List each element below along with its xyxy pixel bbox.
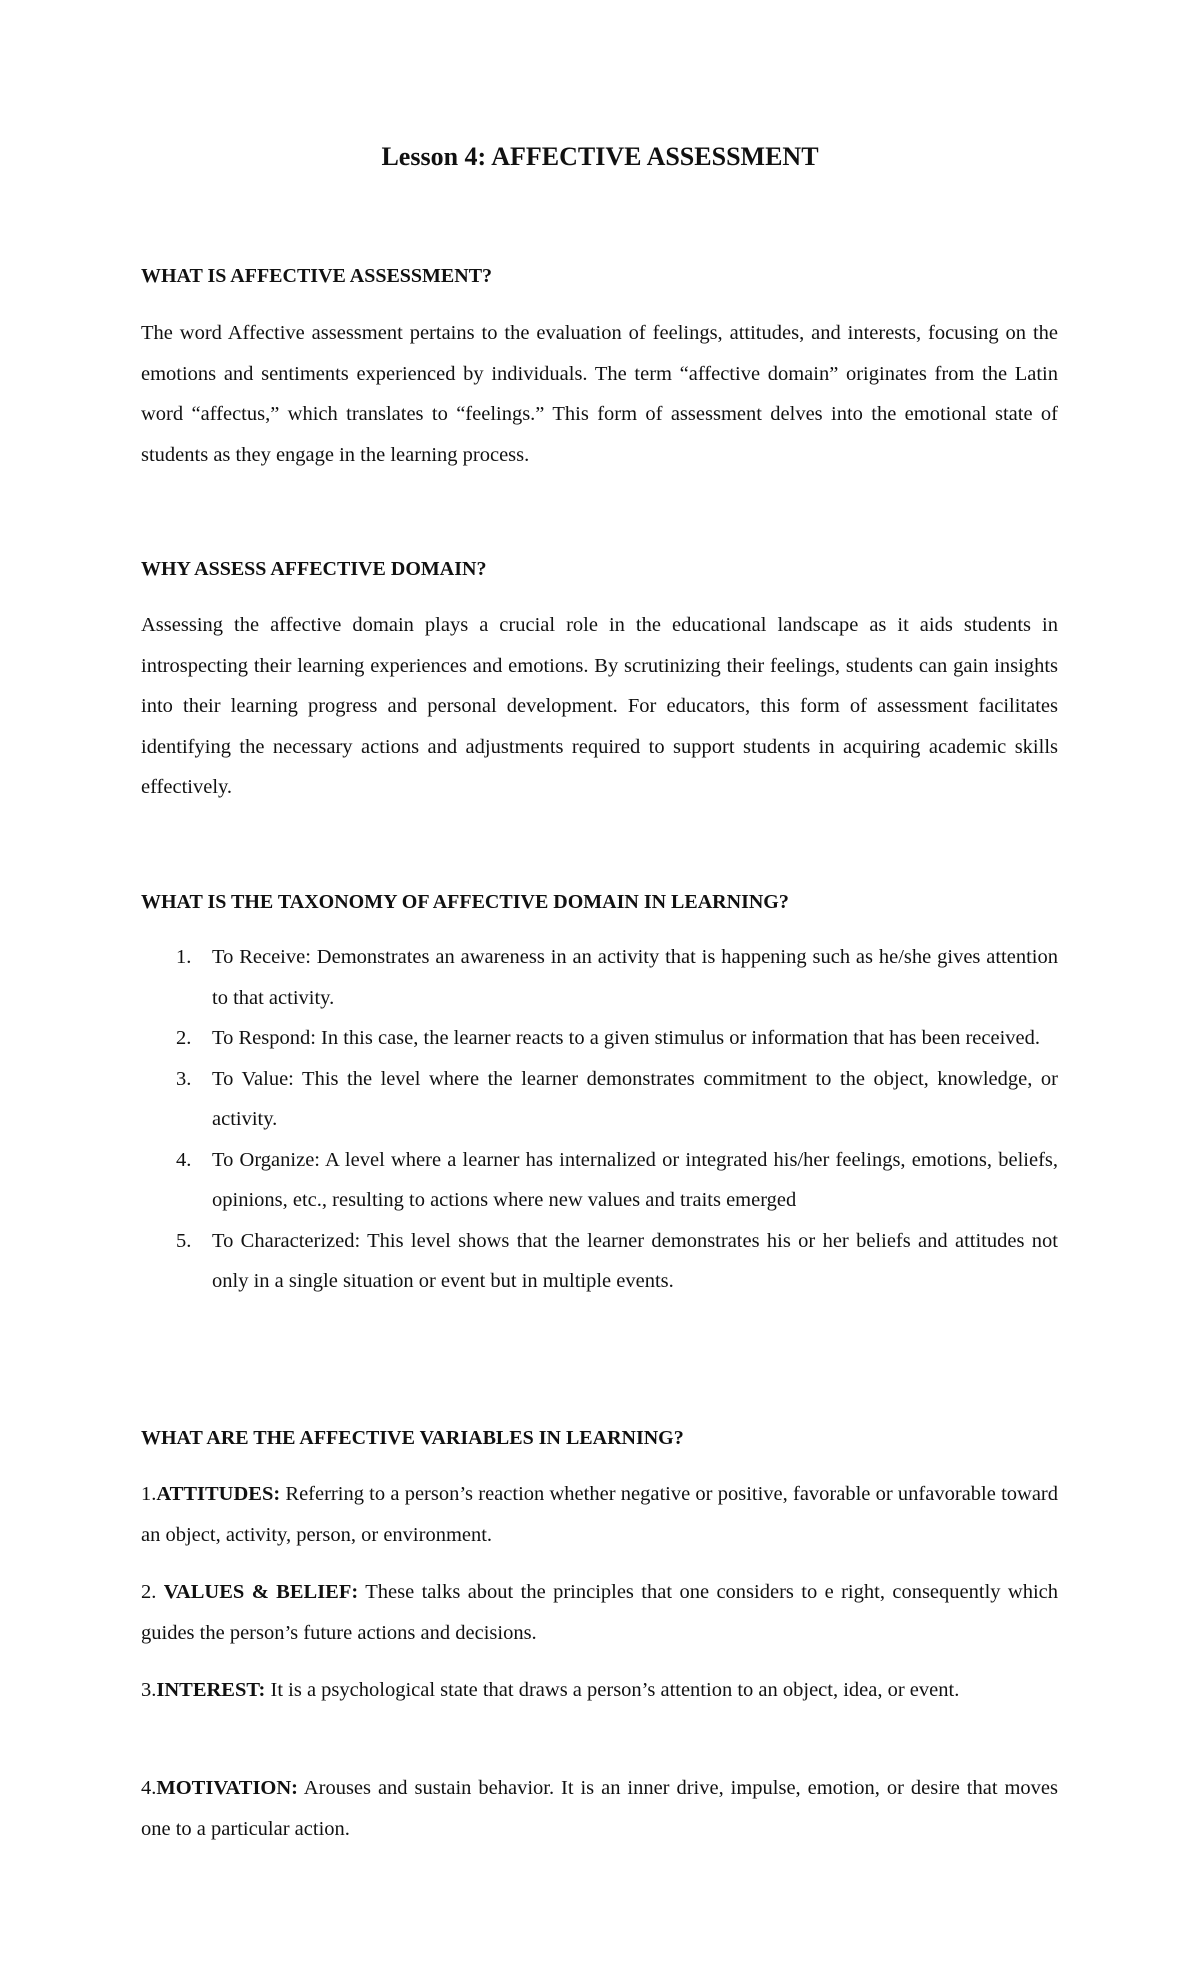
list-item-number: 3. bbox=[176, 1067, 192, 1090]
variable-term: MOTIVATION: bbox=[156, 1777, 298, 1799]
list-item-number: 1. bbox=[176, 946, 192, 968]
variable-description: It is a psychological state that draws a person’s attention to an object, idea, or event. bbox=[265, 1679, 960, 1701]
section-heading-what-is: WHAT IS AFFECTIVE ASSESSMENT? bbox=[141, 265, 493, 287]
section-heading-why-assess: WHY ASSESS AFFECTIVE DOMAIN? bbox=[141, 558, 487, 580]
list-item-text: To Receive: Demonstrates an awareness in an activity that is happening such as he/she gives attention to that activity. bbox=[212, 946, 1058, 1009]
list-item-number: 5. bbox=[176, 1229, 192, 1252]
variable-number: 3. bbox=[141, 1679, 157, 1701]
section-body-why-assess: Assessing the affective domain plays a crucial role in the educational landscape as it aids students in introspecting their learning experiences and emotions. By scrutinizing their feelings, students can gain insights into their learning progress and personal development. For educators, this form of assessment facilitates identifying the necessary actions and adjustments required to support students in acquiring academic skills effectively. bbox=[141, 614, 1058, 798]
variable-term: VALUES & BELIEF: bbox=[163, 1581, 359, 1603]
list-item-text: To Organize: A level where a learner has internalized or integrated his/her feelings, emotions, beliefs, opinions, etc., resulting to actions where new values and traits emerged bbox=[212, 1148, 1058, 1211]
variable-item-interest bbox=[141, 1670, 1058, 1711]
section-heading-variables: WHAT ARE THE AFFECTIVE VARIABLES IN LEARNING? bbox=[141, 1427, 684, 1449]
list-item bbox=[141, 1140, 1058, 1221]
list-item bbox=[141, 1059, 1058, 1140]
list-item bbox=[141, 1221, 1058, 1302]
variable-number: 4. bbox=[141, 1777, 157, 1799]
page-title: Lesson 4: AFFECTIVE ASSESSMENT bbox=[381, 142, 819, 171]
taxonomy-list bbox=[141, 937, 1058, 1302]
section-heading-taxonomy: WHAT IS THE TAXONOMY OF AFFECTIVE DOMAIN IN LEARNING? bbox=[141, 891, 789, 913]
list-item-text: To Value: This the level where the learner demonstrates commitment to the object, knowledge, or activity. bbox=[212, 1067, 1058, 1130]
variable-number: 2. bbox=[141, 1581, 164, 1603]
list-item-text: To Characterized: This level shows that the learner demonstrates his or her beliefs and attitudes not only in a single situation or event but in multiple events. bbox=[212, 1229, 1058, 1292]
variable-term: INTEREST: bbox=[156, 1679, 266, 1701]
variable-item-attitudes bbox=[141, 1474, 1058, 1555]
variable-description: Arouses and sustain behavior. It is an inner drive, impulse, emotion, or desire that moves one to a particular action. bbox=[141, 1777, 1058, 1840]
list-item-text: To Respond: In this case, the learner reacts to a given stimulus or information that has been received. bbox=[212, 1027, 1040, 1049]
variable-description: These talks about the principles that one considers to e right, consequently which guides the person’s future actions and decisions. bbox=[141, 1581, 1059, 1644]
list-item bbox=[141, 1018, 1058, 1059]
variable-term: ATTITUDES: bbox=[156, 1483, 281, 1505]
variable-item-motivation bbox=[141, 1768, 1058, 1849]
list-item bbox=[141, 937, 1058, 1018]
variable-number: 1. bbox=[141, 1483, 157, 1505]
list-item-number: 2. bbox=[176, 1027, 192, 1049]
variable-item-values-belief bbox=[141, 1572, 1058, 1653]
section-body-what-is: The word Affective assessment pertains to the evaluation of feelings, attitudes, and interests, focusing on the emotions and sentiments experienced by individuals. The term “affective domain” originates from the Latin word “affectus,” which translates to “feelings.” This form of assessment delves into the emotional state of students as they engage in the learning process. bbox=[141, 322, 1058, 466]
variable-description: Referring to a person’s reaction whether negative or positive, favorable or unfavorable toward an object, activity, person, or environment. bbox=[141, 1483, 1058, 1546]
list-item-number: 4. bbox=[176, 1148, 192, 1171]
